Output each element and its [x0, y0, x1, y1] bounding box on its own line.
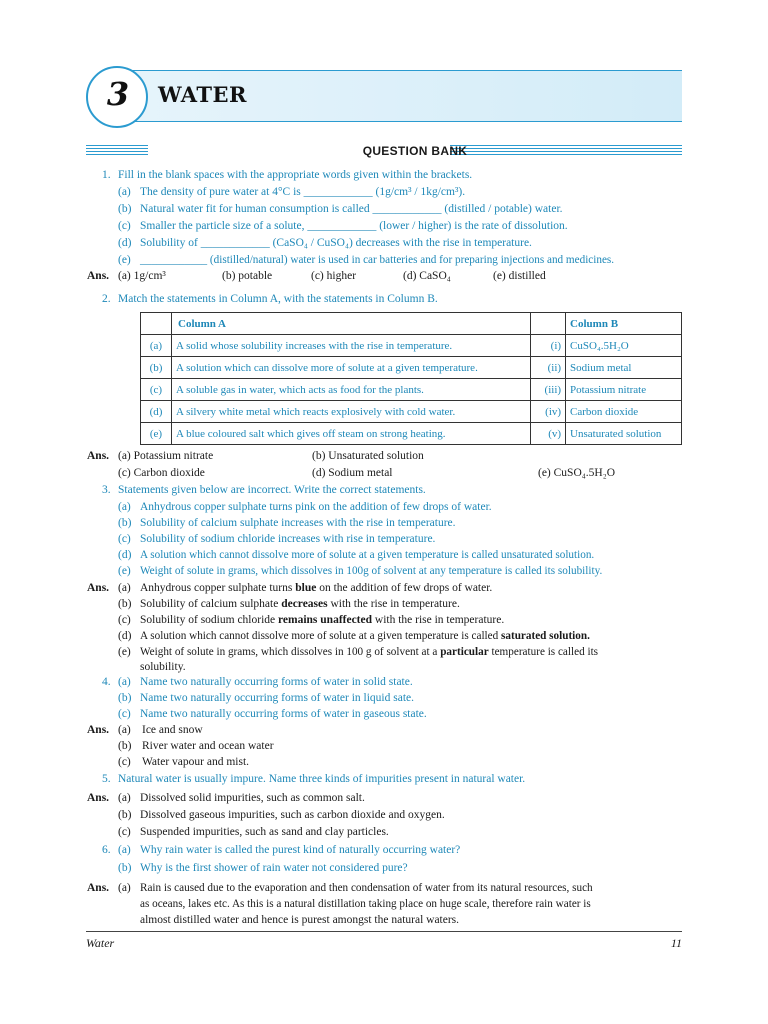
column-b-header: Column B — [566, 313, 682, 335]
q3-item-label: (b) — [118, 517, 132, 529]
column-a-header: Column A — [172, 313, 531, 335]
q3-answer-label: (c) — [118, 614, 131, 626]
q5-number: 5. — [102, 773, 111, 785]
q1-text: Fill in the blank spaces with the appropriate words given within the brackets. — [118, 169, 473, 181]
q2-answer: (b) Unsaturated solution — [312, 450, 424, 462]
q1-number: 1. — [102, 169, 111, 181]
q5-answer: Suspended impurities, such as sand and clay particles. — [140, 826, 389, 838]
q6-answer-line: as oceans, lakes etc. As this is a natural distillation taking place on huge scale, therefore rain water is — [140, 898, 591, 910]
q1-item: Solubility of ____________ (CaSO₄ / CuSO₄) decreases with the rise in temperature. — [140, 237, 532, 249]
q1-answer: (a) 1g/cm³ — [118, 270, 166, 282]
q3-answer: Solubility of calcium sulphate decreases with the rise in temperature. — [140, 598, 460, 610]
q3-number: 3. — [102, 484, 111, 496]
q6-number: 6. — [102, 844, 111, 856]
q6-item: Why is the first shower of rain water not considered pure? — [140, 862, 408, 874]
footer-rule — [86, 931, 682, 932]
q3-item: Solubility of sodium chloride increases with rise in temperature. — [140, 533, 436, 545]
q1-answer: (d) CaSO₄ — [403, 270, 451, 282]
q1-answer: (c) higher — [311, 270, 357, 282]
q3-answer-label: (a) — [118, 582, 131, 594]
q4-number: 4. — [102, 676, 111, 688]
q4-answer: Water vapour and mist. — [142, 756, 250, 768]
q3-answer: Solubility of sodium chloride remains unaffected with the rise in temperature. — [140, 614, 505, 626]
section-rule-left — [86, 145, 148, 159]
q1-item-label: (a) — [118, 186, 131, 198]
q2-answer: (a) Potassium nitrate — [118, 450, 214, 462]
q1-item: ____________ (distilled/natural) water is used in car batteries and for preparing injections and medicines. — [140, 254, 615, 266]
q6-answer-line: almost distilled water and hence is purest amongst the natural waters. — [140, 914, 460, 926]
row-index-b: (i) — [531, 335, 566, 357]
q5-answer-label: (a) — [118, 792, 131, 804]
q4-answer: River water and ocean water — [142, 740, 274, 752]
q3-text: Statements given below are incorrect. Write the correct statements. — [118, 484, 426, 496]
column-a-cell: A solid whose solubility increases with the rise in temperature. — [172, 335, 531, 357]
q6-item-label: (b) — [118, 862, 132, 874]
answer-label: Ans. — [87, 882, 110, 894]
row-index-b: (iv) — [531, 401, 566, 423]
row-index-a: (d) — [141, 401, 172, 423]
row-index-b: (v) — [531, 423, 566, 445]
q3-answer-label: (d) — [118, 630, 132, 642]
q2-number: 2. — [102, 293, 111, 305]
q1-answer: (e) distilled — [493, 270, 546, 282]
answer-label: Ans. — [87, 582, 110, 594]
answer-label: Ans. — [87, 792, 110, 804]
page-number: 11 — [670, 936, 682, 950]
q6-item-label: (a) — [118, 844, 131, 856]
section-title: QUESTION BANK — [362, 144, 468, 158]
q3-answer-label: (e) — [118, 646, 131, 658]
q6-item: Why rain water is called the purest kind of naturally occurring water? — [140, 844, 461, 856]
answer-label: Ans. — [87, 724, 110, 736]
q3-item: Solubility of calcium sulphate increases with the rise in temperature. — [140, 517, 456, 529]
q3-answer: Anhydrous copper sulphate turns blue on the addition of few drops of water. — [140, 582, 493, 594]
q2-answer: (d) Sodium metal — [312, 467, 393, 479]
column-a-cell: A blue coloured salt which gives off steam on strong heating. — [172, 423, 531, 445]
table-row — [141, 335, 682, 357]
table-row — [141, 379, 682, 401]
q3-item-label: (c) — [118, 533, 131, 545]
q5-text: Natural water is usually impure. Name three kinds of impurities present in natural water. — [118, 773, 526, 785]
row-index-a: (b) — [141, 357, 172, 379]
q4-answer: Ice and snow — [142, 724, 203, 736]
chapter-title: WATER — [158, 82, 247, 107]
match-table — [140, 312, 682, 445]
q4-item-label: (a) — [118, 676, 131, 688]
column-b-cell: Unsaturated solution — [566, 423, 682, 445]
q6-answer-label: (a) — [118, 882, 131, 894]
q3-item-label: (e) — [118, 565, 131, 577]
q1-answer: (b) potable — [222, 270, 273, 282]
column-b-cell: CuSO₄.5H₂O — [566, 335, 682, 357]
q3-item: A solution which cannot dissolve more of solute at a given temperature is called unsaturated solution. — [140, 549, 595, 561]
row-index-a: (e) — [141, 423, 172, 445]
q3-answer-continuation: solubility. — [140, 661, 186, 673]
q4-item: Name two naturally occurring forms of water in liquid sate. — [140, 692, 415, 704]
row-index-a: (c) — [141, 379, 172, 401]
q3-answer: Weight of solute in grams, which dissolves in 100 g of solvent at a particular temperature is called its — [140, 646, 599, 658]
q4-item: Name two naturally occurring forms of water in gaseous state. — [140, 708, 427, 720]
column-b-cell: Carbon dioxide — [566, 401, 682, 423]
column-b-cell: Potassium nitrate — [566, 379, 682, 401]
q3-item: Anhydrous copper sulphate turns pink on the addition of few drops of water. — [140, 501, 492, 513]
table-header-row — [141, 313, 682, 335]
q5-answer-label: (c) — [118, 826, 131, 838]
q2-answer: (e) CuSO₄.5H₂O — [538, 467, 616, 479]
footer-chapter-name: Water — [86, 936, 115, 950]
q3-item-label: (d) — [118, 549, 132, 561]
q5-answer: Dissolved gaseous impurities, such as carbon dioxide and oxygen. — [140, 809, 445, 821]
q4-answer-label: (c) — [118, 756, 131, 768]
column-a-cell: A soluble gas in water, which acts as food for the plants. — [172, 379, 531, 401]
q5-answer-label: (b) — [118, 809, 132, 821]
q4-answer-label: (b) — [118, 740, 132, 752]
q1-item-label: (e) — [118, 254, 131, 266]
answer-label: Ans. — [87, 270, 110, 282]
q1-item-label: (b) — [118, 203, 132, 215]
q1-item-label: (d) — [118, 237, 132, 249]
q5-answer: Dissolved solid impurities, such as common salt. — [140, 792, 365, 804]
row-index-b: (ii) — [531, 357, 566, 379]
answer-label: Ans. — [87, 450, 110, 462]
table-row — [141, 423, 682, 445]
q6-answer-line: Rain is caused due to the evaporation and then condensation of water from its natural resources, such — [140, 882, 593, 894]
q1-item: Natural water fit for human consumption is called ____________ (distilled / potable) water. — [140, 203, 563, 215]
column-b-cell: Sodium metal — [566, 357, 682, 379]
q3-item-label: (a) — [118, 501, 131, 513]
chapter-number: 3 — [106, 75, 130, 113]
q3-answer: A solution which cannot dissolve more of solute at a given temperature is called saturated solution. — [140, 630, 590, 642]
q4-item: Name two naturally occurring forms of water in solid state. — [140, 676, 413, 688]
q4-item-label: (b) — [118, 692, 132, 704]
q1-item-label: (c) — [118, 220, 131, 232]
row-index-b: (iii) — [531, 379, 566, 401]
q1-item: The density of pure water at 4°C is ____________ (1g/cm³ / 1kg/cm³). — [140, 186, 466, 198]
table-row — [141, 401, 682, 423]
q2-text: Match the statements in Column A, with the statements in Column B. — [118, 293, 438, 305]
table-row — [141, 357, 682, 379]
q2-answer: (c) Carbon dioxide — [118, 467, 205, 479]
row-index-a: (a) — [141, 335, 172, 357]
q1-item: Smaller the particle size of a solute, ____________ (lower / higher) is the rate of dissolution. — [140, 220, 568, 232]
q3-item: Weight of solute in grams, which dissolves in 100g of solvent at any temperature is called its solubility. — [140, 565, 603, 577]
column-a-cell: A solution which can dissolve more of solute at a given temperature. — [172, 357, 531, 379]
q4-answer-label: (a) — [118, 724, 131, 736]
column-a-cell: A silvery white metal which reacts explosively with cold water. — [172, 401, 531, 423]
q4-item-label: (c) — [118, 708, 131, 720]
q3-answer-label: (b) — [118, 598, 132, 610]
